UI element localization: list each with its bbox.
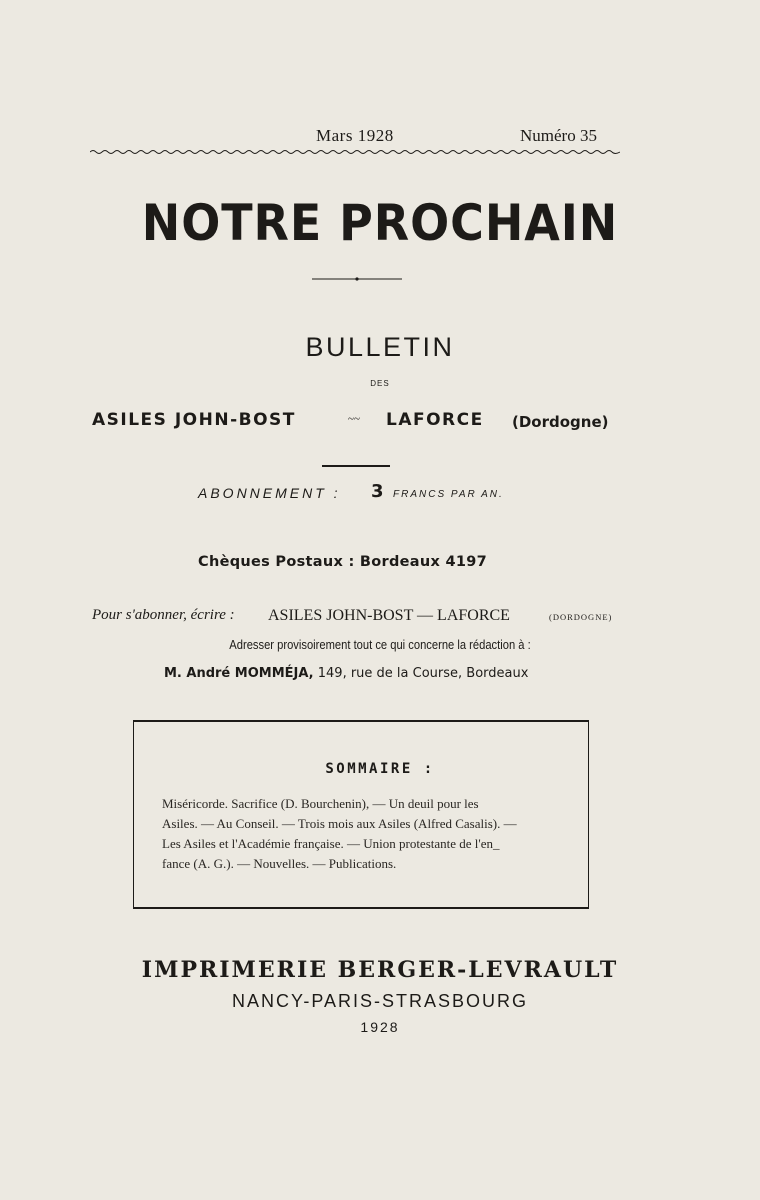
subscription-amount: 3: [371, 481, 384, 502]
page-title: NOTRE PROCHAIN: [141, 194, 619, 252]
tilde-separator: ~~: [348, 413, 360, 425]
redaction-note: Adresser provisoirement tout ce qui concerne la rédaction à :: [229, 637, 531, 652]
subscribe-intro: Pour s'abonner, écrire :: [92, 607, 235, 623]
des-label: DES: [370, 379, 390, 388]
redaction-address: [164, 666, 528, 681]
subscription-label: ABONNEMENT :: [198, 485, 341, 501]
subscribe-region: (DORDOGNE): [549, 612, 613, 622]
summary-line: fance (A. G.). — Nouvelles. — Publications.: [162, 856, 397, 871]
postal-cheques: Chèques Postaux : Bordeaux 4197: [198, 554, 488, 570]
issue-number: Numéro 35: [520, 126, 597, 145]
printer-cities: NANCY-PARIS-STRASBOURG: [231, 991, 529, 1011]
printer-name: IMPRIMERIE BERGER-LEVRAULT: [141, 957, 619, 983]
institution-region: (Dordogne): [512, 413, 609, 431]
subscription-unit: FRANCS PAR AN.: [393, 489, 504, 500]
summary-box: [133, 720, 589, 909]
bulletin-heading: BULLETIN: [305, 332, 455, 362]
institution-name: ASILES JOHN-BOST: [92, 410, 296, 430]
summary-line: Miséricorde. Sacrifice (D. Bourchenin), — Un deuil pour les: [162, 796, 479, 811]
printer-year: 1928: [360, 1019, 400, 1035]
institution-place: LAFORCE: [386, 410, 484, 430]
editor-street: 149, rue de la Course, Bordeaux: [317, 666, 529, 681]
rule-divider: [322, 465, 390, 467]
summary-heading: SOMMAIRE :: [325, 761, 435, 777]
summary-line: Asiles. — Au Conseil. — Trois mois aux Asiles (Alfred Casalis). —: [162, 816, 517, 831]
summary-line: Les Asiles et l'Académie française. — Union protestante de l'en_: [162, 836, 500, 851]
issue-date: Mars 1928: [316, 126, 394, 145]
wavy-divider: [90, 148, 620, 156]
editor-name: M. André MOMMÉJA,: [164, 666, 314, 681]
ornament-divider: [312, 276, 402, 282]
subscribe-address: ASILES JOHN-BOST — LAFORCE: [268, 607, 510, 624]
